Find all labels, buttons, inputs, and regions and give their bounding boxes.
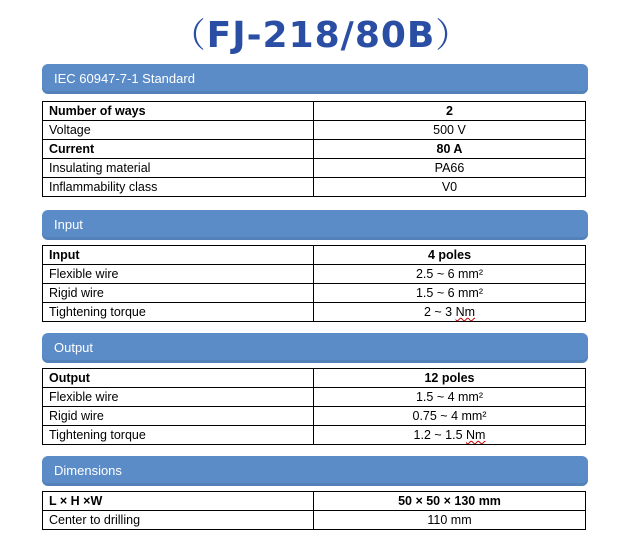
table-row	[43, 369, 586, 388]
table-row	[43, 159, 586, 178]
spec-value: 2	[314, 102, 586, 121]
table-row	[43, 511, 586, 530]
table-row	[43, 140, 586, 159]
spec-label: Current	[43, 140, 314, 159]
spec-value: 50 × 50 × 130 mm	[314, 492, 586, 511]
spec-value: V0	[314, 178, 586, 197]
spec-label: Voltage	[43, 121, 314, 140]
spec-value: 1.5 ~ 4 mm²	[314, 388, 586, 407]
table-row	[43, 426, 586, 445]
spec-label: Center to drilling	[43, 511, 314, 530]
spec-label: Input	[43, 246, 314, 265]
spec-value: PA66	[314, 159, 586, 178]
spec-label: Rigid wire	[43, 284, 314, 303]
value-range: 1.2 ~ 1.5	[413, 428, 467, 442]
spec-value	[314, 303, 586, 322]
spec-label: Tightening torque	[43, 303, 314, 322]
spec-label: Rigid wire	[43, 407, 314, 426]
table-row	[43, 303, 586, 322]
spec-label: Flexible wire	[43, 388, 314, 407]
table-row	[43, 284, 586, 303]
input-spec-table	[42, 245, 586, 322]
spec-value: 110 mm	[314, 511, 586, 530]
title-close-paren: ）	[435, 16, 471, 56]
section-header-dimensions: Dimensions	[42, 456, 588, 486]
title-open-paren: （	[171, 16, 207, 56]
spec-value: 500 V	[314, 121, 586, 140]
table-row	[43, 407, 586, 426]
spec-value: 2.5 ~ 6 mm²	[314, 265, 586, 284]
spec-value: 4 poles	[314, 246, 586, 265]
section-header-input: Input	[42, 210, 588, 240]
value-unit: Nm	[466, 428, 486, 442]
spec-value: 1.5 ~ 6 mm²	[314, 284, 586, 303]
spec-label: Inflammability class	[43, 178, 314, 197]
section-header-output: Output	[42, 333, 588, 363]
standard-spec-table	[42, 101, 586, 197]
spec-value	[314, 426, 586, 445]
spec-value: 12 poles	[314, 369, 586, 388]
spec-label: Output	[43, 369, 314, 388]
spec-label: Tightening torque	[43, 426, 314, 445]
spec-label: L × H ×W	[43, 492, 314, 511]
spec-label: Flexible wire	[43, 265, 314, 284]
model-name: FJ-218/80B	[206, 15, 436, 56]
page-title	[0, 8, 642, 57]
table-row	[43, 265, 586, 284]
spec-label: Number of ways	[43, 102, 314, 121]
section-header-standard: IEC 60947-7-1 Standard	[42, 64, 588, 94]
value-unit: Nm	[455, 305, 476, 319]
value-range: 2 ~ 3	[423, 305, 456, 319]
spec-value: 0.75 ~ 4 mm²	[314, 407, 586, 426]
table-row	[43, 178, 586, 197]
table-row	[43, 121, 586, 140]
spec-label: Insulating material	[43, 159, 314, 178]
spec-value: 80 A	[314, 140, 586, 159]
output-spec-table	[42, 368, 586, 445]
table-row	[43, 102, 586, 121]
table-row	[43, 492, 586, 511]
dimensions-spec-table	[42, 491, 586, 530]
table-row	[43, 388, 586, 407]
table-row	[43, 246, 586, 265]
